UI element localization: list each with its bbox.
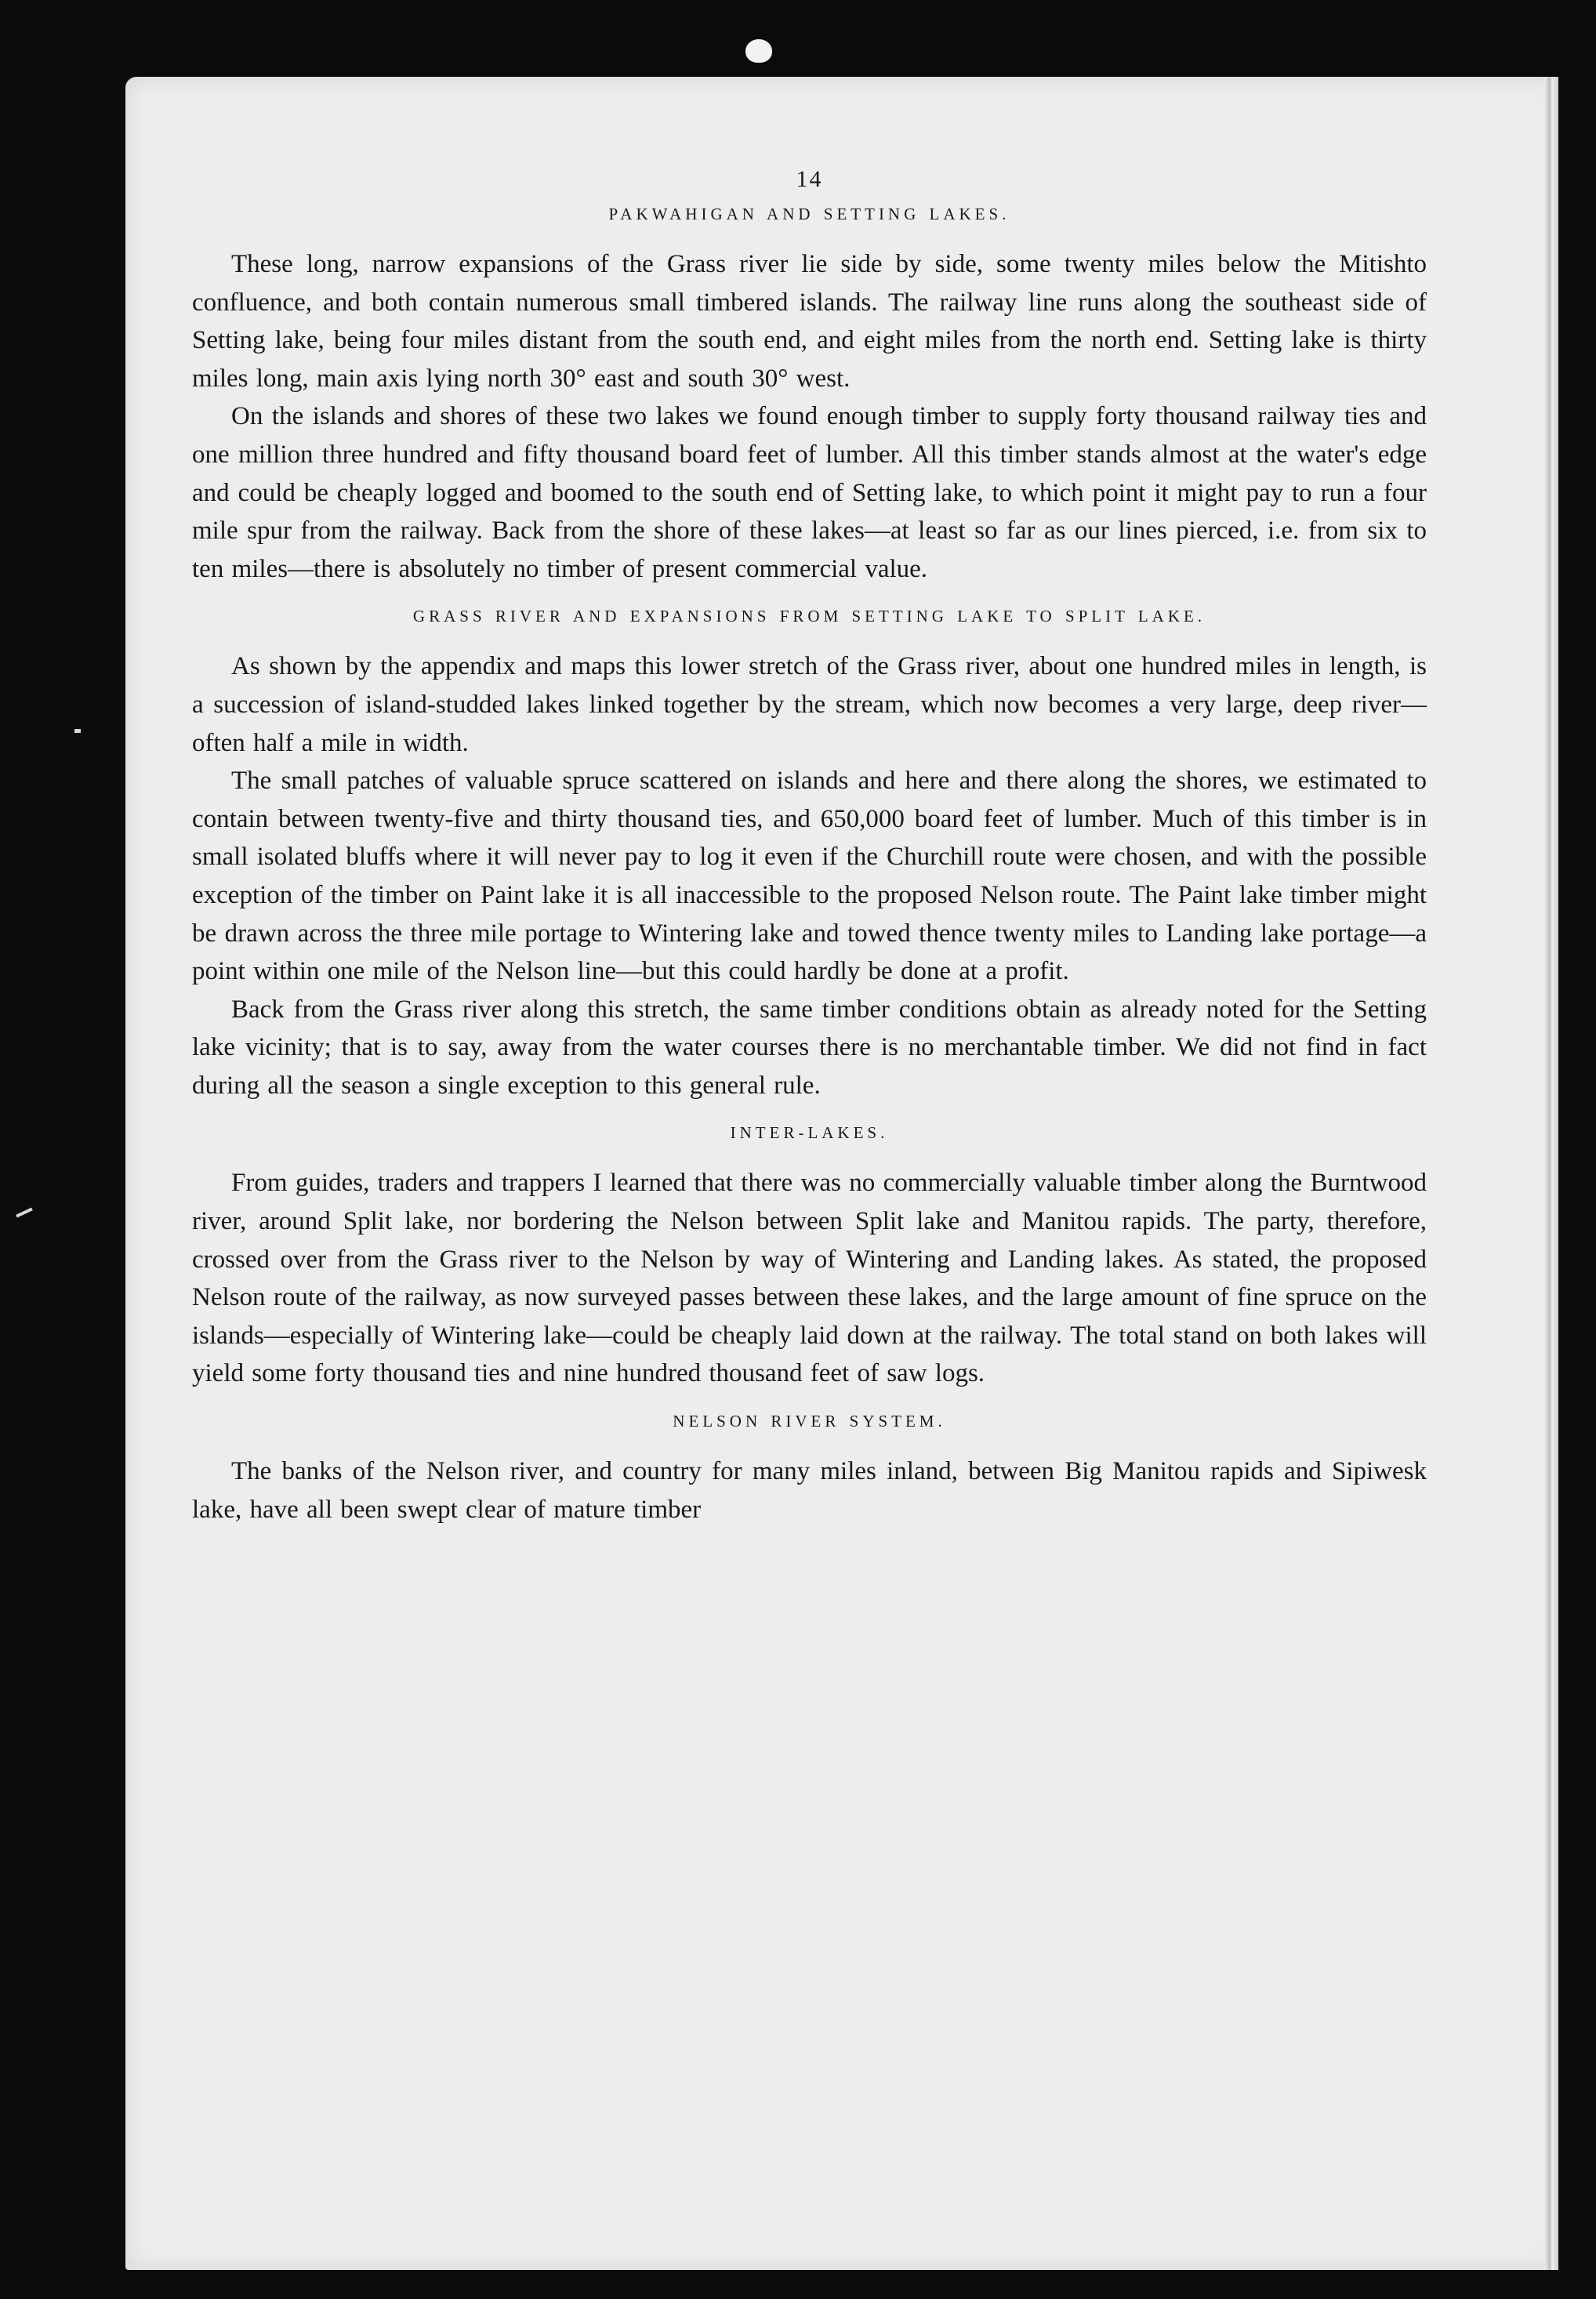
paragraph: The small patches of valuable spruce scattered on islands and here and there along the shores, we estimated to contain between twenty-five and thirty thousand ties, and 650,000 board feet of lumber. Much of this timber is in small isolated bluffs where it will never pay to log it even if the Churchill route were chosen, and with the possible exception of the timber on Paint lake it is all inaccessible to the proposed Nelson route. The Paint lake timber might be drawn across the three mile portage to Wintering lake and towed thence twenty miles to Landing lake portage—a point within one mile of the Nelson line—but this could hardly be done at a profit. (192, 767, 1427, 986)
page-edge-shadow (1544, 77, 1558, 2270)
paragraph: These long, narrow expansions of the Grass river lie side by side, some twenty miles below the Mitishto confluence, and both contain numerous small timbered islands. The railway line runs along the southeast side of Setting lake, being four miles distant from the south end, and eight miles from the north end. Setting lake is thirty miles long, main axis lying north 30° east and south 30° west. (192, 250, 1427, 393)
paragraph: From guides, traders and trappers I learned that there was no commercially valuable timber along the Burntwood river, around Split lake, nor bordering the Nelson between Split lake and Manitou rapids. The party, therefore, crossed over from the Grass river to the Nelson by way of Wintering and Landing lakes. As stated, the proposed Nelson route of the railway, as now surveyed passes between these lakes, and the large amount of fine spruce on the islands—especially of Wintering lake—could be cheaply laid down at the railway. The total stand on both lakes will yield some forty thousand ties and nine hundred thousand feet of saw logs. (192, 1169, 1427, 1388)
page-number: 14 (796, 166, 823, 192)
section-heading: GRASS RIVER AND EXPANSIONS FROM SETTING LAKE TO SPLIT LAKE. (412, 607, 1206, 626)
section-heading: NELSON RIVER SYSTEM. (673, 1412, 946, 1431)
binding-hole (745, 39, 772, 63)
scan-speck (16, 1208, 33, 1218)
paragraph: The banks of the Nelson river, and country for many miles inland, between Big Manitou rapids and Sipiwesk lake, have all been swept clear of mature timber (192, 1457, 1427, 1524)
paragraph: As shown by the appendix and maps this lower stretch of the Grass river, about one hundred miles in length, is a succession of island-studded lakes linked together by the stream, which now becomes a very large, deep river—often half a mile in width. (192, 652, 1427, 757)
section-heading: INTER-LAKES. (730, 1123, 889, 1143)
paragraph: Back from the Grass river along this stretch, the same timber conditions obtain as already noted for the Setting lake vicinity; that is to say, away from the water courses there is no merchantable timber. We did not find in fact during all the season a single exception to this general rule. (192, 995, 1427, 1100)
document-body (192, 161, 1427, 1528)
scan-speck (74, 729, 81, 733)
section-heading: PAKWAHIGAN AND SETTING LAKES. (608, 205, 1010, 223)
paragraph: On the islands and shores of these two lakes we found enough timber to supply forty thousand railway ties and one million three hundred and fifty thousand board feet of lumber. All this timber stands almost at the water's edge and could be cheaply logged and boomed to the south end of Setting lake, to which point it might pay to run a four mile spur from the railway. Back from the shore of these lakes—at least so far as our lines pierced, i.e. from six to ten miles—there is absolutely no timber of present commercial value. (192, 402, 1427, 583)
